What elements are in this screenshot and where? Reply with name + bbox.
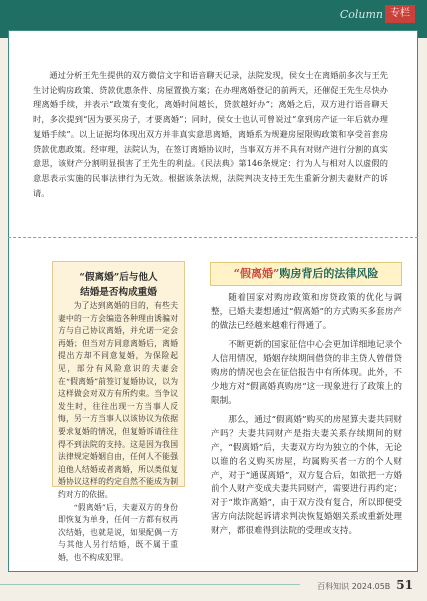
footer-rule — [0, 584, 300, 585]
section-paragraph: 不断更新的国家征信中心会更加详细地记录个人信用情况，婚姻存续期间借贷的非主贷人曾借贷购房的情况也会在征信报告中有所体现。此外，不少地方对“假离婚真购房”这一现象进行了政策上的限制。 — [211, 340, 402, 406]
section-paragraph: 那么，通过“假离婚”购买的房屋算夫妻共同财产吗？夫妻共同财产是指夫妻关系存续期间的财产，“假离婚”后，夫妻双方均为独立的个体，无论以谁的名义购买房屋，均属购买者一方的个人财产，对于“通谋离婚”，双方复合后，如欲把一方婚前个人财产变成夫妻共同财产，需要进行再约定；对于“欺诈离婚”，由于双方没有复合，所以即便受害方向法院起诉请求判决恢复婚姻关系或重新处理财产，都很难得到法院的受理或支持。 — [211, 415, 402, 536]
sidebar-title-line1: “假离婚”后与他人 — [79, 272, 158, 283]
intro-paragraph: 通过分析王先生提供的双方微信文字和语音聊天记录，法院发现，侯女士在离婚前多次与王先生讨论购房政策、贷款优惠条件、房屋置换方案；在办理离婚登记的前两天，还催促王先生尽快办理离婚手续，并表示“政策有变化，离婚时间越长，贷款越好办”；离婚之后，双方进行语音聊天时，多次提到“因为要买房子，才要离婚”；同时，侯女士也认可曾说过“拿到房产证一年后就办理复婚手续”。以上证据均体现出双方并非真实意思离婚，离婚系为规避房屋限购政策和享受首套房贷款优惠政策。经审理，法院认为，在签订离婚协议时，当事双方并不具有对财产进行分割的真实意思，该财产分割明显损害了王先生的利益。《民法典》第146条规定：行为人与相对人以虚假的意思表示实施的民事法律行为无效。根据该条法规，法院判决支持王先生重新分割夫妻财产的诉请。 — [33, 70, 388, 198]
sidebar-paragraph: “假离婚”后，夫妻双方的身份即恢复为单身，任何一方都有权再次结婚，也就是说，如果配偶一方与其他人另行结婚，既不属于重婚，也不构成犯罪。 — [58, 502, 178, 562]
journal-name: 百科知识 2024.05B — [317, 582, 391, 591]
section-heading-rest: 购房背后的法律风险 — [279, 267, 379, 280]
section-paragraph: 随着国家对购房政策和房贷政策的优化与调整，已婚夫妻想通过“假离婚”的方式购买多套房产的做法已经越来越难行得通了。 — [211, 293, 402, 331]
sidebar-body — [58, 300, 178, 564]
page-footer — [317, 578, 413, 592]
section-heading-quote: “假离婚” — [233, 267, 280, 280]
section-body — [211, 292, 402, 545]
column-label-en: Column — [339, 8, 383, 21]
section-heading — [210, 262, 402, 286]
page-number: 51 — [396, 578, 413, 592]
sidebar-title-line2: 结婚是否构成重婚 — [80, 287, 157, 298]
sidebar-title — [52, 270, 185, 300]
sidebar-paragraph: 为了达到离婚的目的，有些夫妻中的一方会编造各种理由诱骗对方与自己协议离婚，并允诺一定会再婚；但当对方同意离婚后，离婚提出方却不同意复婚，为保险起见，部分有风险意识的夫妻会在“假离婚”前签订复婚协议，以为这样做会对双方有所约束。当争议发生时，往往出现一方当事人反悔，另一方当事人以该协议为依据要求复婚的情况，但复婚诉请往往得不到法院的支持。这是因为我国法律规定婚姻自由，任何人不能强迫他人结婚或者离婚，所以类似复婚协议这样的约定自然不能成为制约对方的依据。 — [58, 301, 178, 499]
section-divider — [8, 237, 418, 240]
column-badge: 专栏 — [385, 5, 415, 23]
